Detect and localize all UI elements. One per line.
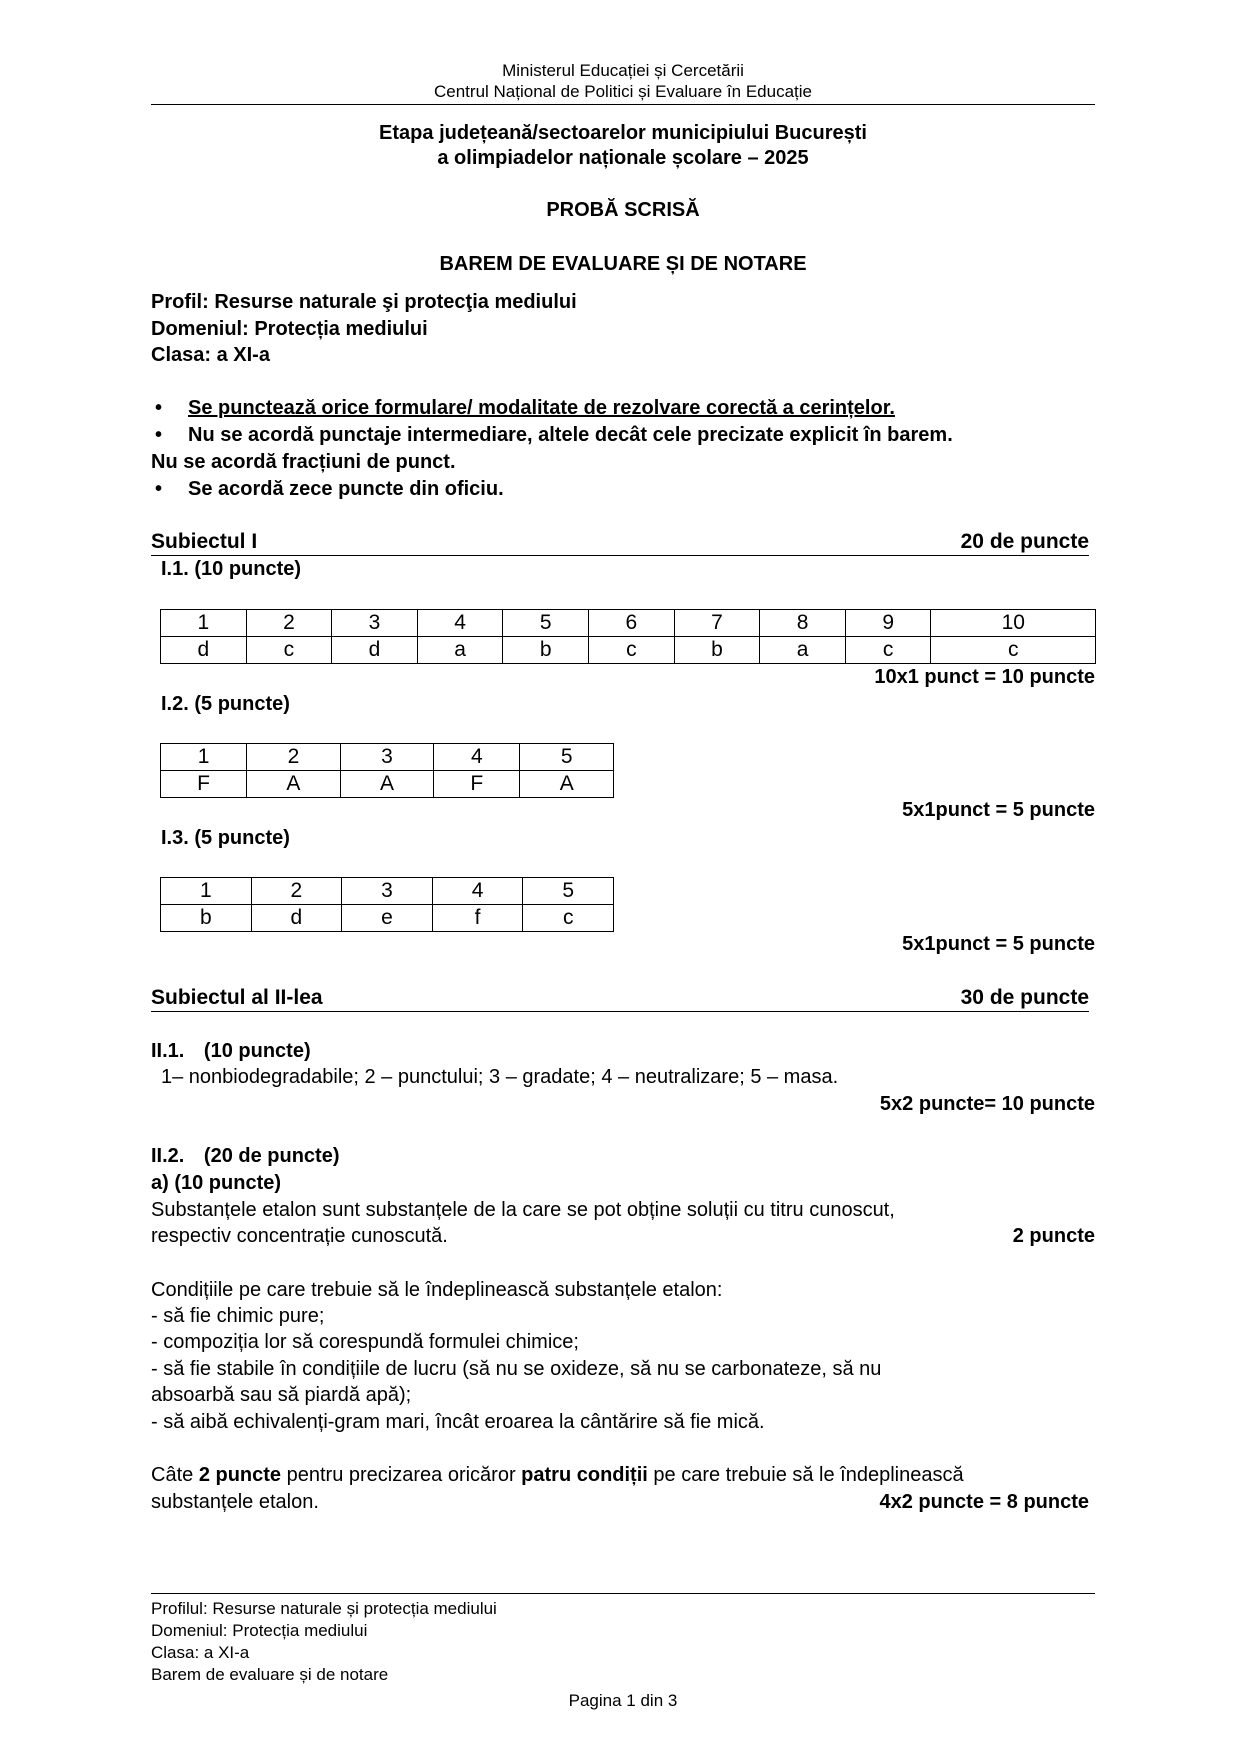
i1-answer-cell: b	[503, 637, 589, 664]
final-bold-points: 2 puncte	[198, 1464, 282, 1486]
condition-1: - să fie chimic pure;	[151, 1305, 325, 1327]
footer-clasa: Clasa: a XI-a	[151, 1643, 250, 1662]
test-title: PROBĂ SCRISĂ	[546, 199, 700, 221]
condition-3-cont: absoarbă sau să piardă apă);	[151, 1384, 412, 1406]
i1-answer-cell: c	[845, 637, 931, 664]
i2-number-cell: 1	[161, 744, 247, 771]
i1-number-cell: 1	[161, 610, 247, 637]
section-2-header	[151, 985, 1089, 1012]
bullet-icon: •	[155, 424, 163, 446]
bullet-icon: •	[155, 397, 163, 419]
page	[151, 0, 1095, 1755]
i3-answer-cell: f	[432, 905, 523, 932]
clasa-line: Clasa: a XI-a	[151, 344, 270, 366]
rule-2-text: Nu se acordă punctaje intermediare, altele decât cele precizate explicit în barem.	[188, 424, 953, 446]
i2-number-cell: 2	[247, 744, 341, 771]
i3-number-cell: 4	[432, 878, 523, 905]
section-1-header	[151, 529, 1089, 556]
final-mid: pentru precizarea oricăror	[281, 1464, 522, 1486]
i2-answer-cell: A	[340, 771, 434, 798]
i1-number-cell: 10	[931, 610, 1096, 637]
i3-answer-cell: c	[523, 905, 614, 932]
title-line2: a olimpiadelor naționale școlare – 2025	[437, 147, 809, 169]
rule-2b: Nu se acordă fracțiuni de punct.	[151, 451, 456, 473]
ii1-answer: 1– nonbiodegradabile; 2 – punctului; 3 – gradate; 4 – neutralizare; 5 – masa.	[161, 1066, 839, 1088]
section-1-points: 20 de puncte	[960, 530, 1089, 553]
i2-number-row	[161, 744, 614, 771]
section-2-title: Subiectul al II-lea	[151, 986, 323, 1009]
i3-number-row	[161, 878, 614, 905]
i2-number-cell: 5	[520, 744, 614, 771]
i2-score: 5x1punct = 5 puncte	[902, 799, 1095, 821]
bullet-icon: •	[155, 478, 163, 500]
footer-barem: Barem de evaluare și de notare	[151, 1665, 389, 1684]
title-line1: Etapa județeană/sectoarelor municipiului București	[379, 122, 867, 144]
ii2-heading	[151, 1143, 340, 1170]
ii1-number: II.1.	[151, 1040, 185, 1062]
condition-4: - să aibă echivalenți-gram mari, încât eroarea la cântărire să fie mică.	[151, 1411, 765, 1433]
i1-answer-cell: a	[417, 637, 503, 664]
footer-rule	[151, 1593, 1095, 1594]
footer-domeniu: Domeniul: Protecția mediului	[151, 1621, 368, 1640]
ii2a-label: a) (10 puncte)	[151, 1172, 282, 1194]
i1-label: I.1. (10 puncte)	[161, 558, 302, 580]
final-post: pe care trebuie să le îndeplinească	[647, 1464, 964, 1486]
ii1-score: 5x2 puncte= 10 puncte	[879, 1093, 1095, 1115]
header-center: Centrul Național de Politici și Evaluare în Educație	[434, 82, 812, 101]
i2-answer-row	[161, 771, 614, 798]
i3-answer-row	[161, 905, 614, 932]
i1-number-row	[161, 610, 1096, 637]
i3-answer-cell: e	[342, 905, 433, 932]
i2-answer-cell: F	[434, 771, 520, 798]
barem-title: BAREM DE EVALUARE ȘI DE NOTARE	[439, 253, 807, 275]
section-2-points: 30 de puncte	[960, 986, 1089, 1009]
page-number: Pagina 1 din 3	[568, 1691, 678, 1710]
i1-number-cell: 2	[246, 610, 332, 637]
i1-answer-cell: a	[760, 637, 846, 664]
ii1-heading	[151, 1038, 311, 1065]
ii2-number: II.2.	[151, 1145, 185, 1167]
i3-number-cell: 2	[251, 878, 342, 905]
i1-score: 10x1 punct = 10 puncte	[874, 666, 1095, 688]
rule-3-text: Se acordă zece puncte din oficiu.	[188, 478, 504, 500]
i1-answer-cell: c	[246, 637, 332, 664]
i3-answer-cell: d	[251, 905, 342, 932]
i3-number-cell: 5	[523, 878, 614, 905]
i1-answer-cell: c	[589, 637, 675, 664]
i2-answer-cell: F	[161, 771, 247, 798]
final-line2: substanțele etalon.	[151, 1491, 319, 1513]
i2-label: I.2. (5 puncte)	[161, 693, 290, 715]
conditions-intro: Condițiile pe care trebuie să le îndeplinească substanțele etalon:	[151, 1279, 723, 1301]
final-line1	[151, 1462, 1095, 1489]
i1-number-cell: 8	[760, 610, 846, 637]
ii2-label: (20 de puncte)	[203, 1145, 340, 1167]
i3-score: 5x1punct = 5 puncte	[902, 933, 1095, 955]
final-score: 4x2 puncte = 8 puncte	[879, 1491, 1089, 1513]
final-bold-conditions: patru condiții	[521, 1464, 648, 1486]
i2-number-cell: 3	[340, 744, 434, 771]
i2-table	[160, 743, 614, 798]
header-ministry: Ministerul Educației și Cercetării	[502, 61, 744, 80]
i3-number-cell: 3	[342, 878, 433, 905]
ii2a-definition-score: 2 puncte	[1012, 1225, 1095, 1247]
header-rule	[151, 104, 1095, 105]
profil-line: Profil: Resurse naturale şi protecţia mediului	[151, 291, 577, 313]
i1-number-cell: 9	[845, 610, 931, 637]
domeniu-line: Domeniul: Protecția mediului	[151, 318, 428, 340]
i1-answer-cell: d	[332, 637, 418, 664]
i2-answer-cell: A	[520, 771, 614, 798]
i1-table	[160, 609, 1096, 664]
i1-number-cell: 7	[674, 610, 760, 637]
i3-label: I.3. (5 puncte)	[161, 827, 290, 849]
rule-1-text: Se punctează orice formulare/ modalitate de rezolvare corectă a cerințelor.	[188, 397, 895, 419]
i1-answer-cell: b	[674, 637, 760, 664]
footer-profil: Profilul: Resurse naturale și protecția mediului	[151, 1599, 497, 1618]
section-1-title: Subiectul I	[151, 530, 258, 553]
i1-number-cell: 3	[332, 610, 418, 637]
i3-table	[160, 877, 614, 932]
ii2a-definition-line2: respectiv concentrație cunoscută.	[151, 1225, 448, 1247]
i2-answer-cell: A	[247, 771, 341, 798]
i1-answer-cell: d	[161, 637, 247, 664]
i3-answer-cell: b	[161, 905, 252, 932]
ii2a-definition-line1: Substanțele etalon sunt substanțele de la care se pot obține soluții cu titru cunoscut,	[151, 1199, 895, 1221]
i1-answer-row	[161, 637, 1096, 664]
i1-number-cell: 4	[417, 610, 503, 637]
final-pre: Câte	[151, 1464, 199, 1486]
i1-number-cell: 6	[589, 610, 675, 637]
ii1-label: (10 puncte)	[203, 1040, 311, 1062]
i3-number-cell: 1	[161, 878, 252, 905]
i1-number-cell: 5	[503, 610, 589, 637]
condition-3: - să fie stabile în condițiile de lucru (să nu se oxideze, să nu se carbonateze, să nu	[151, 1358, 882, 1380]
condition-2: - compoziția lor să corespundă formulei chimice;	[151, 1331, 579, 1353]
i1-answer-cell: c	[931, 637, 1096, 664]
i2-number-cell: 4	[434, 744, 520, 771]
